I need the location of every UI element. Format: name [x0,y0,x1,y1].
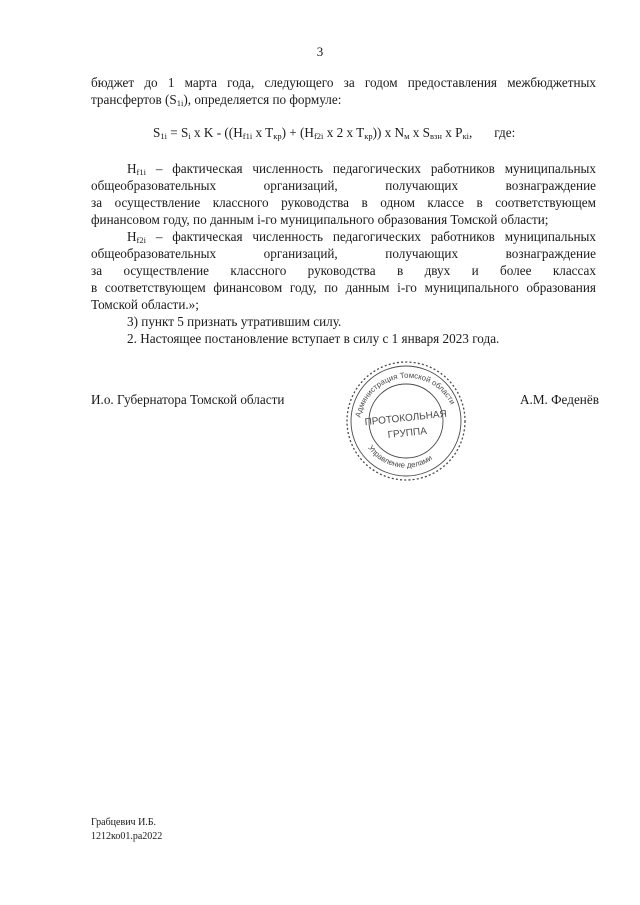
definition-1-line-1 [91,160,596,177]
footer-doc-code: 1212ко01.ра2022 [91,831,163,842]
formula-sub: i [188,131,191,141]
intro-line-2 [91,91,596,108]
formula-part: ) + (H [281,125,314,140]
formula [91,124,596,141]
seal-stamp [345,360,467,482]
definition-2-line-1 [91,228,596,245]
definition-1-line-4: финансовом году, по данным i-го муниципального образования Томской области; [91,212,549,227]
def1-text: – фактическая численность педагогических работников муниципальных [145,161,596,176]
formula-part: S [153,125,161,140]
definition-2-line-3: за осуществление классного руководства в двух и более классах [91,263,596,278]
stamp-outer-top: Администрация Томской области [353,370,458,419]
formula-sub: 1i [160,131,167,141]
formula-part: x K - ((H [190,125,243,140]
item-3: 3) пункт 5 признать утратившим силу. [127,314,342,329]
def2-symbol: H [127,229,137,244]
formula-sub: кр [273,131,282,141]
definition-2-line-2: общеобразовательных организаций, получающих вознаграждение [91,246,596,261]
definition-2-line-5: Томской области.»; [91,297,199,312]
formula-part: x P [441,125,463,140]
formula-part: x S [409,125,430,140]
formula-sub: f1i [242,131,253,141]
formula-part: x T [252,125,274,140]
intro-line-1: бюджет до 1 марта года, следующего за годом предоставления межбюджетных [91,75,596,90]
formula-sub: м [404,131,410,141]
formula-part: , [468,125,473,140]
def1-sub: f1i [136,167,146,177]
page-number: 3 [316,44,324,59]
signatory-position: И.о. Губернатора Томской области [91,392,285,407]
intro-text-b: ), определяется по формуле: [183,92,342,107]
intro-text-a: трансфертов (S [91,92,177,107]
document-body [91,74,596,347]
item-2: 2. Настоящее постановление вступает в силу с 1 января 2023 года. [127,331,500,346]
svg-text:Управление делами [364,442,435,474]
stamp-outer-bottom: Управление делами [366,443,434,470]
signatory-name: А.М. Феденёв [520,392,599,407]
formula-part: )) x N [372,125,405,140]
formula-where: где: [494,125,516,140]
formula-sub: взн [430,131,442,141]
def1-symbol: H [127,161,137,176]
intro-sub: 1i [176,98,184,108]
definition-2-line-4: в соответствующем финансовом году, по данным i-го муниципального образования [91,280,596,295]
formula-sub: кр [364,131,373,141]
footer-author: Грабцевич И.Б. [91,817,157,828]
definition-1-line-2: общеобразовательных организаций, получающих вознаграждение [91,178,596,193]
formula-sub: кi [462,131,469,141]
document-footer [91,816,162,844]
stamp-inner-line-1: ПРОТОКОЛЬНАЯ [364,408,448,429]
definition-1-line-3: за осуществление классного руководства в одном классе в соответствующем [91,195,596,210]
formula-sub: f2i [313,131,324,141]
stamp-inner-line-2: ГРУППА [387,425,428,441]
formula-part: = S [166,125,189,140]
def2-sub: f2i [136,235,146,245]
formula-part: x 2 x T [323,125,365,140]
def2-text: – фактическая численность педагогических работников муниципальных [145,229,596,244]
